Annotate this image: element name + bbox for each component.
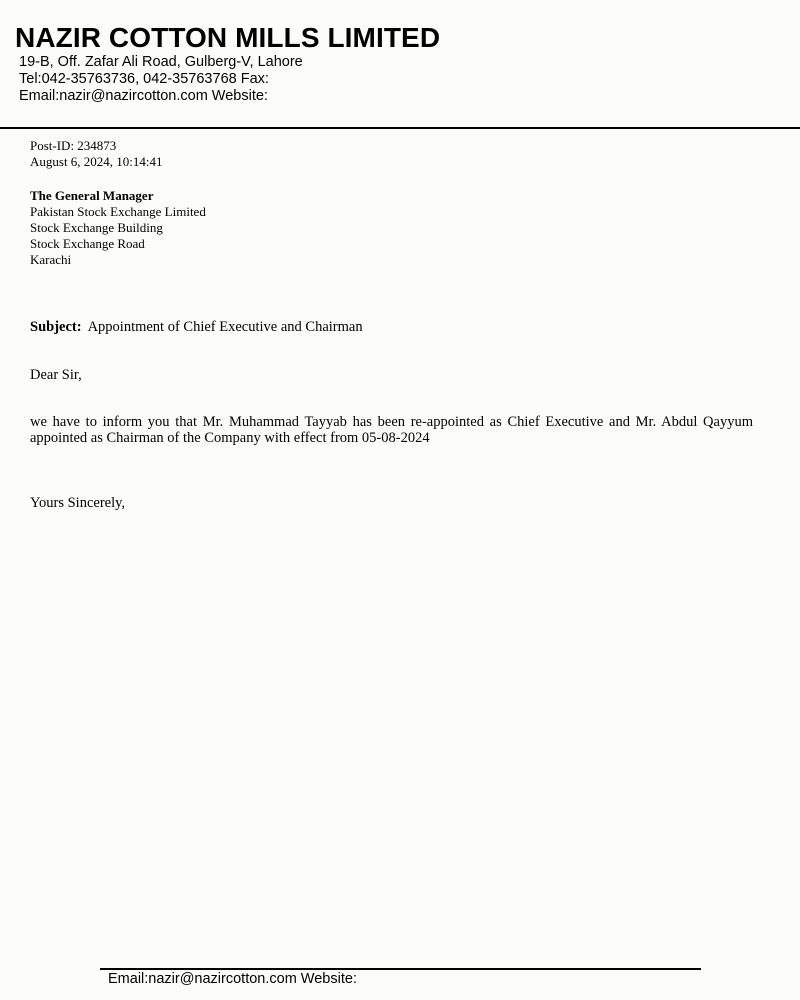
footer-divider [100,968,701,970]
post-date: August 6, 2024, 10:14:41 [30,154,163,169]
letterhead [0,0,800,129]
company-address: 19-B, Off. Zafar Ali Road, Gulberg-V, Lahore [19,54,303,70]
company-email-website: Email:nazir@nazircotton.com Website: [19,88,268,104]
recipient-address-line: Pakistan Stock Exchange Limited [30,204,206,219]
footer-email-website: Email:nazir@nazircotton.com Website: [108,971,357,987]
recipient-address-line: Stock Exchange Building [30,220,163,235]
closing: Yours Sincerely, [30,495,126,511]
post-id: Post-ID: 234873 [30,138,117,153]
subject-line [30,318,363,336]
letter-body: we have to inform you that Mr. Muhammad Tayyab has been re-appointed as Chief Executive and Mr. Abdul Qayyum appointed as Chairman of the Company with effect from 05-08-2024 [30,414,753,446]
subject-label: Subject: [30,319,82,335]
company-tel-fax: Tel:042-35763736, 042-35763768 Fax: [19,71,269,87]
company-name: NAZIR COTTON MILLS LIMITED [15,22,441,53]
salutation: Dear Sir, [30,367,82,383]
recipient-address-line: Karachi [30,252,72,267]
subject-text: Appointment of Chief Executive and Chairman [87,319,363,335]
recipient-address-line: Stock Exchange Road [30,236,145,251]
recipient-title: The General Manager [30,188,154,203]
